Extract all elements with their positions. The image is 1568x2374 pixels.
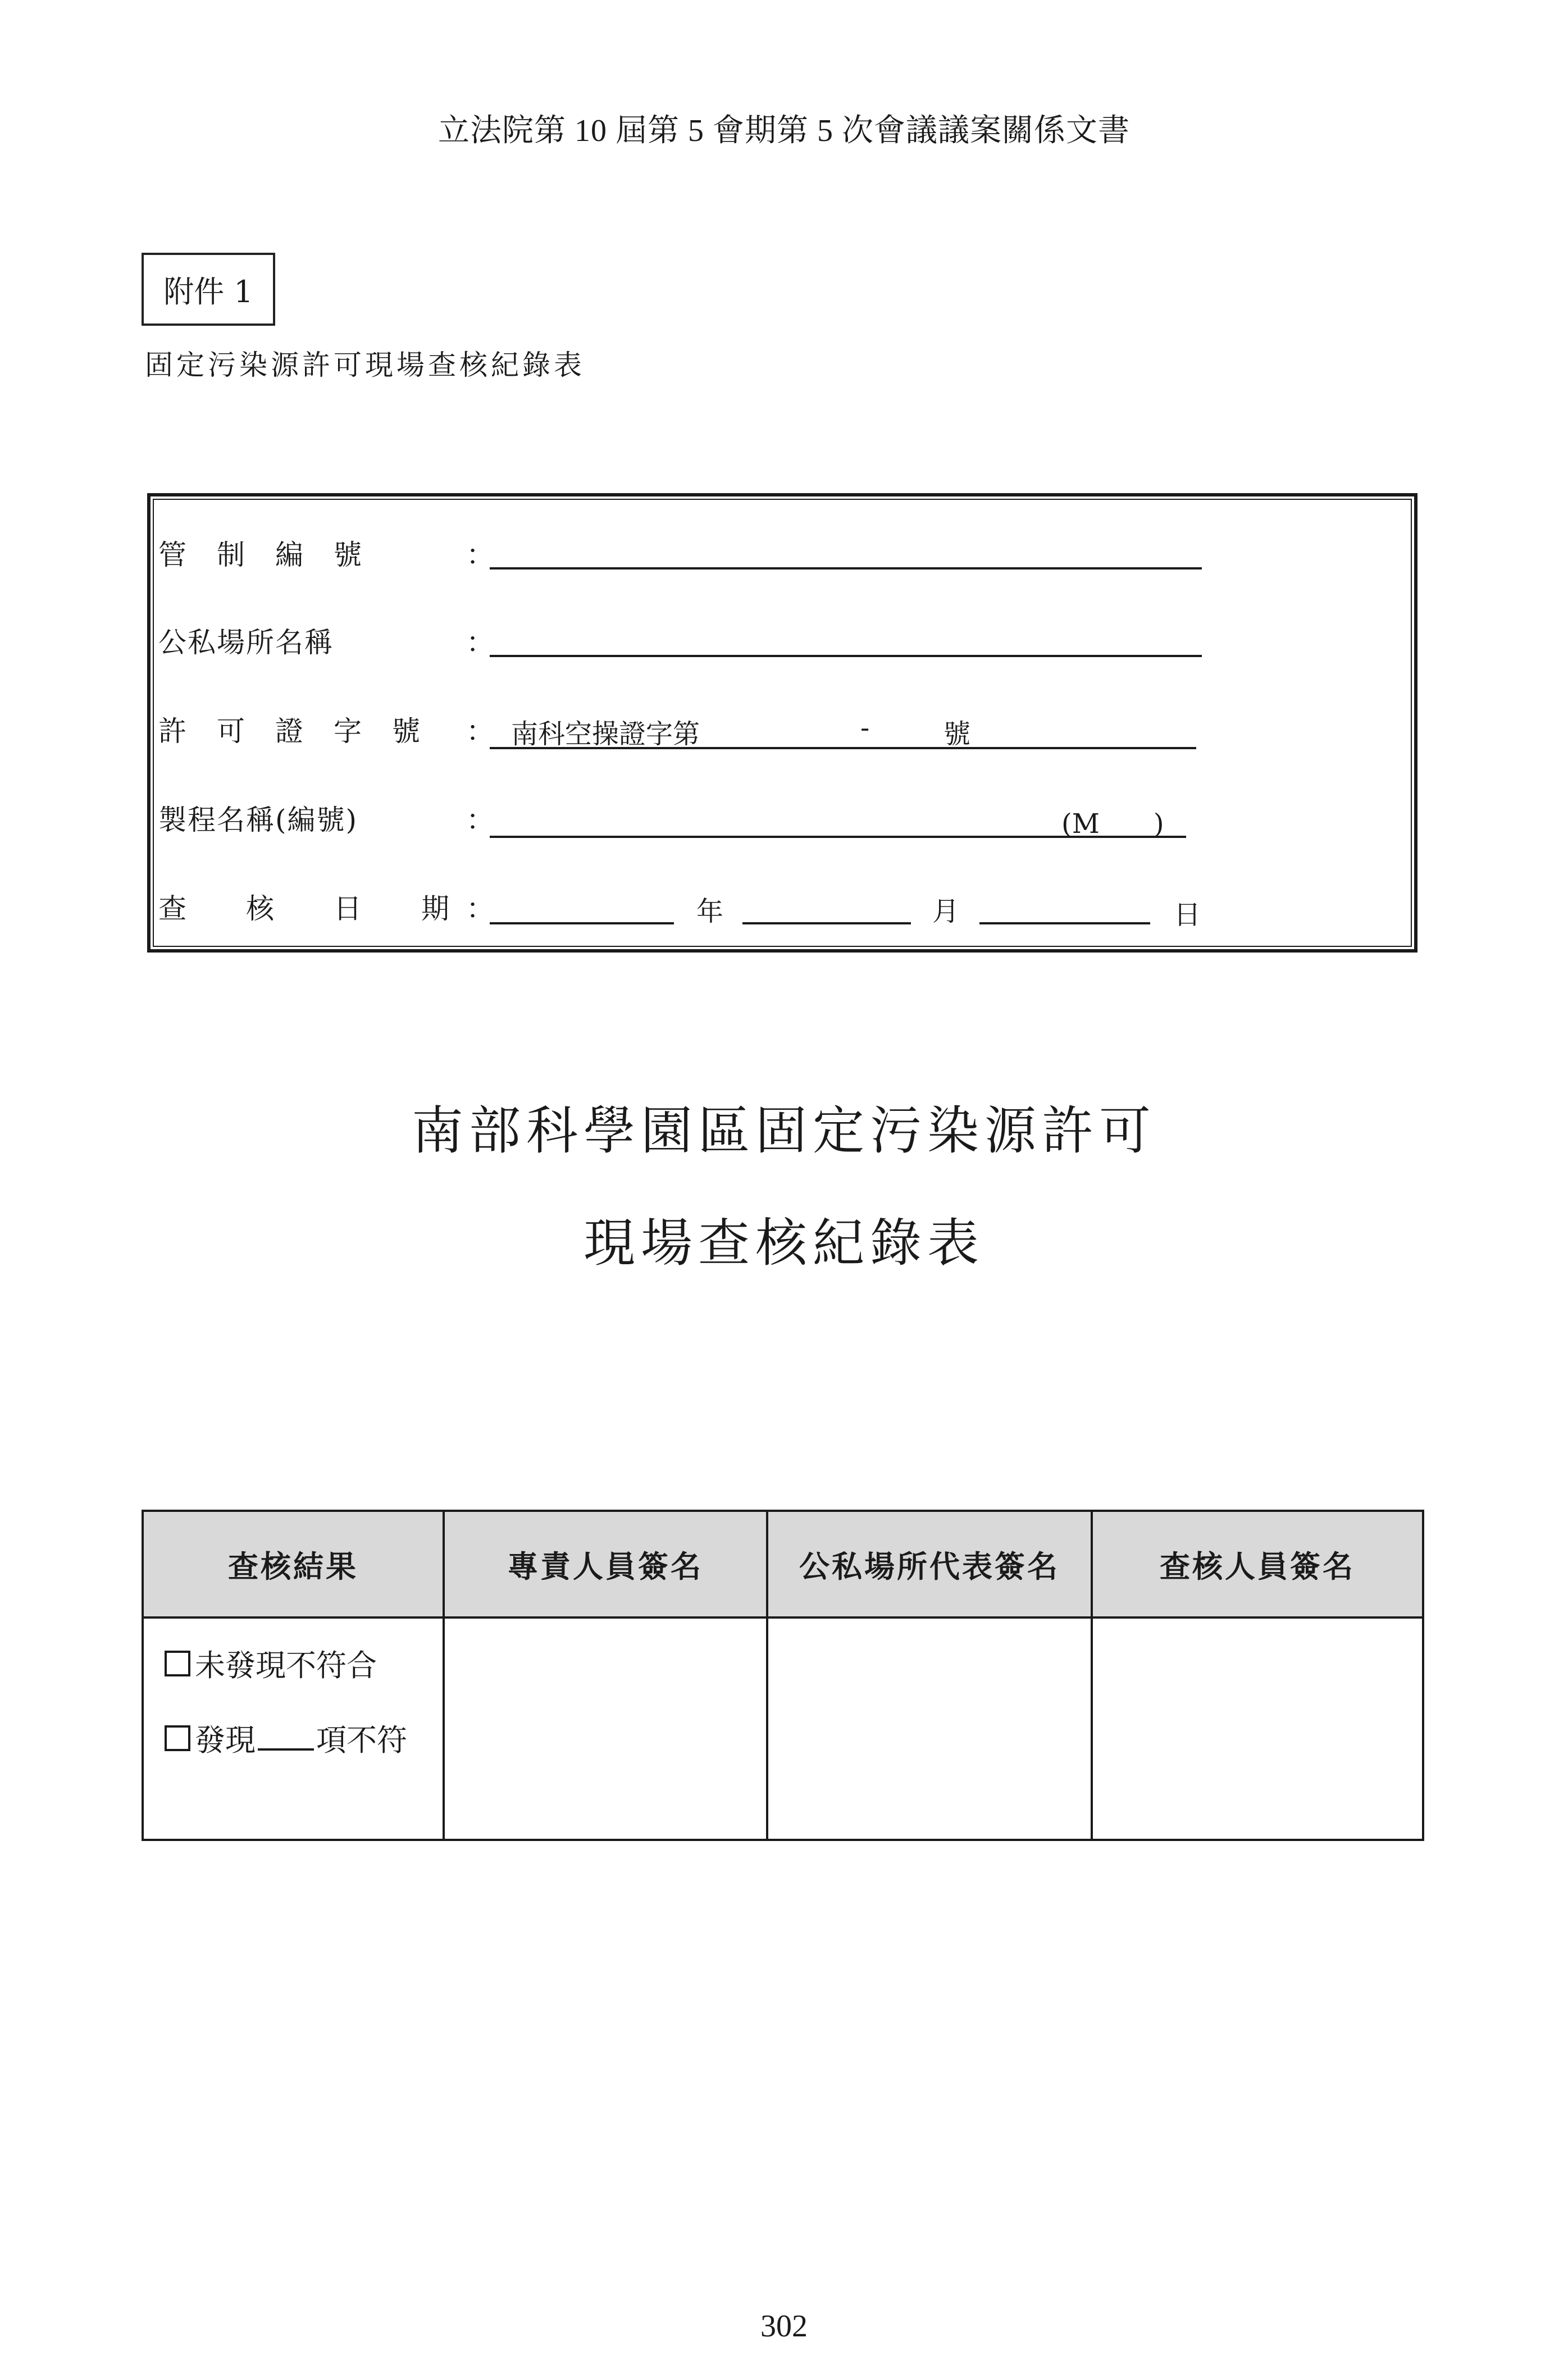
- responsible-signature-cell[interactable]: [444, 1617, 767, 1840]
- control-number-field[interactable]: [490, 567, 1202, 569]
- process-code: (M ): [1061, 808, 1164, 840]
- header-inspector-signature: 查核人員簽名: [1092, 1511, 1423, 1617]
- inspection-record-table: [142, 1510, 1424, 1841]
- colon: ：: [466, 715, 494, 748]
- main-title-line-1: 南部科學園區固定污染源許可: [411, 1101, 1156, 1161]
- main-title-line-2: 現場查核紀錄表: [583, 1213, 984, 1273]
- header-inspection-result: 查核結果: [143, 1511, 444, 1617]
- permit-number-label: 許 可 證 字 號: [158, 715, 421, 748]
- option-no-violation[interactable]: [165, 1642, 442, 1685]
- colon: ：: [466, 539, 494, 571]
- option-found-prefix: 發現: [195, 1723, 256, 1758]
- page-number: 302: [760, 2309, 808, 2344]
- inspection-date-label: 查 核 日 期: [158, 892, 450, 925]
- option-found-suffix: 項不符: [316, 1723, 407, 1758]
- year-field[interactable]: [490, 922, 674, 924]
- option-no-violation-label: 未發現不符合: [195, 1648, 377, 1683]
- result-cell: [143, 1617, 444, 1840]
- attachment-label: 附件 1: [142, 253, 275, 326]
- facility-name-field[interactable]: [490, 655, 1202, 657]
- process-name-label: 製程名稱(編號): [158, 804, 358, 836]
- form-subtitle: 固定污染源許可現場查核紀錄表: [145, 349, 585, 381]
- checkbox[interactable]: [165, 1651, 190, 1676]
- month-label: 月: [932, 896, 960, 927]
- inspector-signature-cell[interactable]: [1092, 1617, 1423, 1840]
- colon: ：: [466, 892, 494, 925]
- colon: ：: [466, 626, 494, 659]
- option-violation-found[interactable]: [165, 1716, 442, 1760]
- header-facility-rep-signature: 公私場所代表簽名: [767, 1511, 1092, 1617]
- control-number-label: 管 制 編 號: [158, 539, 363, 571]
- day-label: 日: [1174, 899, 1201, 931]
- violation-count-field[interactable]: [258, 1726, 314, 1751]
- permit-dash: -: [860, 712, 870, 744]
- table-header-row: [143, 1511, 1423, 1617]
- colon: ：: [466, 804, 494, 836]
- permit-number-field[interactable]: [490, 747, 1196, 749]
- facility-name-label: 公私場所名稱: [158, 626, 334, 659]
- header-responsible-signature: 專責人員簽名: [444, 1511, 767, 1617]
- facility-rep-signature-cell[interactable]: [767, 1617, 1092, 1840]
- document-header: 立法院第 10 屆第 5 會期第 5 次會議議案關係文書: [438, 113, 1130, 148]
- day-field[interactable]: [979, 922, 1150, 924]
- permit-prefix: 南科空操證字第: [511, 718, 700, 750]
- month-field[interactable]: [742, 922, 911, 924]
- year-label: 年: [696, 896, 724, 927]
- table-row: [143, 1617, 1423, 1840]
- checkbox[interactable]: [165, 1725, 190, 1751]
- process-name-field[interactable]: [490, 836, 1186, 838]
- permit-suffix: 號: [943, 718, 971, 750]
